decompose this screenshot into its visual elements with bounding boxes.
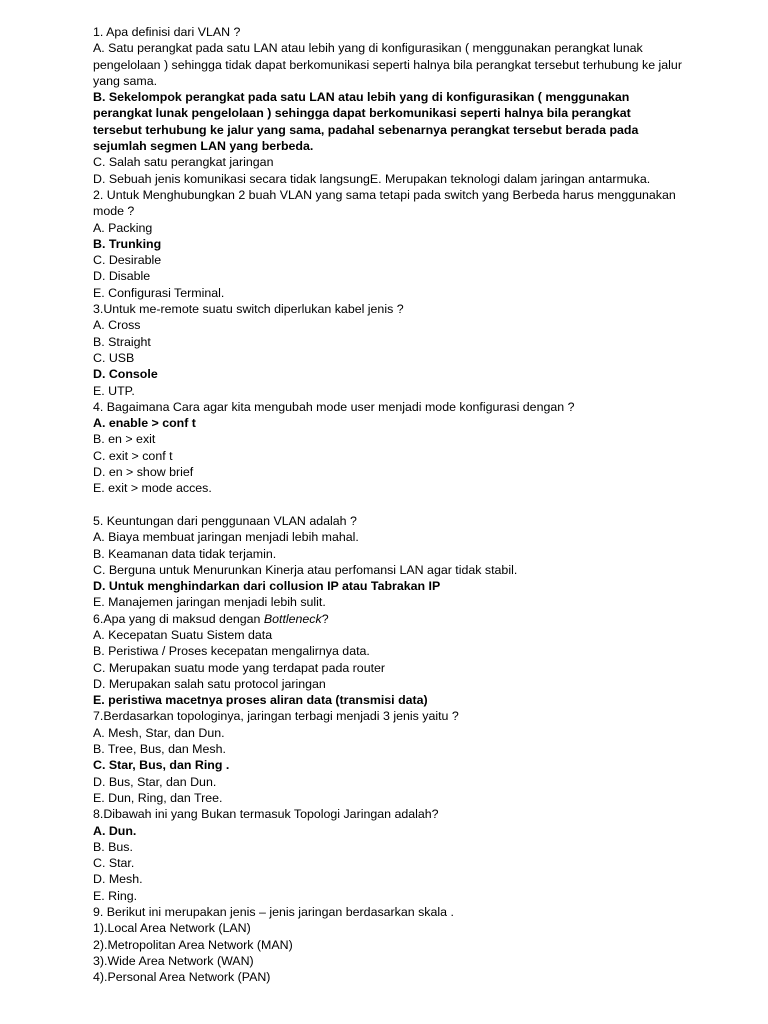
q6-option-c: C. Merupakan suatu mode yang terdapat pada router: [93, 660, 386, 675]
q2-option-e: E. Configurasi Terminal.: [93, 285, 225, 300]
q9-item-4: 4).Personal Area Network (PAN): [93, 970, 271, 985]
q3-option-d: D. Console: [93, 367, 158, 382]
q3-option-a: A. Cross: [93, 318, 141, 333]
q2-option-d: D. Disable: [93, 269, 151, 284]
q6-question: [93, 611, 683, 627]
q7-option-a: A. Mesh, Star, dan Dun.: [93, 725, 225, 740]
q2-option-a: A. Packing: [93, 220, 153, 235]
q1-option-b: B. Sekelompok perangkat pada satu LAN atau lebih yang di konfigurasikan ( menggunakan perangkat lunak pengelolaan ) sehingga dapat berkomunikasi seperti halnya bila perangkat tersebut terhubung ke jalur yang sama, padahal sebenarnya perangkat tersebut berada pada sejumlah segmen LAN yang berbeda.: [93, 90, 639, 154]
q6-option-a: A. Kecepatan Suatu Sistem data: [93, 627, 273, 642]
document-body: [93, 24, 683, 986]
q6-question-term: Bottleneck: [263, 611, 322, 626]
blank-line: [93, 497, 683, 513]
q8-option-b: B. Bus.: [93, 839, 133, 854]
q2-option-b: B. Trunking: [93, 236, 162, 251]
q1-option-d: D. Sebuah jenis komunikasi secara tidak langsungE. Merupakan teknologi dalam jaringan antarmuka.: [93, 171, 651, 186]
q2-option-c: C. Desirable: [93, 253, 162, 268]
q3-option-c: C. USB: [93, 350, 135, 365]
q5-option-a: A. Biaya membuat jaringan menjadi lebih mahal.: [93, 530, 359, 545]
q1-option-a: A. Satu perangkat pada satu LAN atau lebih yang di konfigurasikan ( menggunakan perangkat lunak pengelolaan ) sehingga tidak dapat berkomunikasi seperti halnya bila perangkat tersebut terhubung ke jalur yang sama.: [93, 41, 682, 88]
q8-option-c: C. Star.: [93, 856, 135, 871]
q8-question: 8.Dibawah ini yang Bukan termasuk Topologi Jaringan adalah?: [93, 807, 439, 822]
q6-option-d: D. Merupakan salah satu protocol jaringan: [93, 676, 326, 691]
q7-option-b: B. Tree, Bus, dan Mesh.: [93, 742, 226, 757]
q9-item-1: 1).Local Area Network (LAN): [93, 921, 251, 936]
q6-option-b: B. Peristiwa / Proses kecepatan mengalirnya data.: [93, 644, 370, 659]
q6-option-e: E. peristiwa macetnya proses aliran data (transmisi data): [93, 693, 428, 708]
q4-question: 4. Bagaimana Cara agar kita mengubah mode user menjadi mode konfigurasi dengan ?: [93, 399, 575, 414]
q2-question: 2. Untuk Menghubungkan 2 buah VLAN yang sama tetapi pada switch yang Berbeda harus menggunakan mode ?: [93, 187, 676, 219]
q3-question: 3.Untuk me-remote suatu switch diperlukan kabel jenis ?: [93, 302, 404, 317]
q8-option-d: D. Mesh.: [93, 872, 143, 887]
q1-option-c: C. Salah satu perangkat jaringan: [93, 155, 274, 170]
q7-question: 7.Berdasarkan topologinya, jaringan terbagi menjadi 3 jenis yaitu ?: [93, 709, 459, 724]
q5-option-b: B. Keamanan data tidak terjamin.: [93, 546, 277, 561]
q9-question: 9. Berikut ini merupakan jenis – jenis jaringan berdasarkan skala .: [93, 905, 454, 920]
q5-option-e: E. Manajemen jaringan menjadi lebih sulit.: [93, 595, 326, 610]
q5-option-d: D. Untuk menghindarkan dari collusion IP atau Tabrakan IP: [93, 579, 441, 594]
q4-option-d: D. en > show brief: [93, 465, 194, 480]
q9-item-3: 3).Wide Area Network (WAN): [93, 953, 254, 968]
q5-option-c: C. Berguna untuk Menurunkan Kinerja atau perfomansi LAN agar tidak stabil.: [93, 562, 518, 577]
q3-option-e: E. UTP.: [93, 383, 135, 398]
q8-option-a: A. Dun.: [93, 823, 137, 838]
q1-question: 1. Apa definisi dari VLAN ?: [93, 25, 241, 39]
q4-option-a: A. enable > conf t: [93, 416, 196, 431]
q4-option-e: E. exit > mode acces.: [93, 481, 212, 496]
q3-option-b: B. Straight: [93, 334, 151, 349]
q9-item-2: 2).Metropolitan Area Network (MAN): [93, 937, 293, 952]
q8-option-e: E. Ring.: [93, 888, 138, 903]
q5-question: 5. Keuntungan dari penggunaan VLAN adalah ?: [93, 513, 357, 528]
q6-question-prefix: 6.Apa yang di maksud dengan: [93, 611, 264, 626]
q4-option-b: B. en > exit: [93, 432, 156, 447]
q7-option-c: C. Star, Bus, dan Ring .: [93, 758, 230, 773]
q7-option-e: E. Dun, Ring, dan Tree.: [93, 790, 223, 805]
q7-option-d: D. Bus, Star, dan Dun.: [93, 774, 217, 789]
q4-option-c: C. exit > conf t: [93, 448, 173, 463]
q6-question-suffix: ?: [321, 611, 329, 626]
